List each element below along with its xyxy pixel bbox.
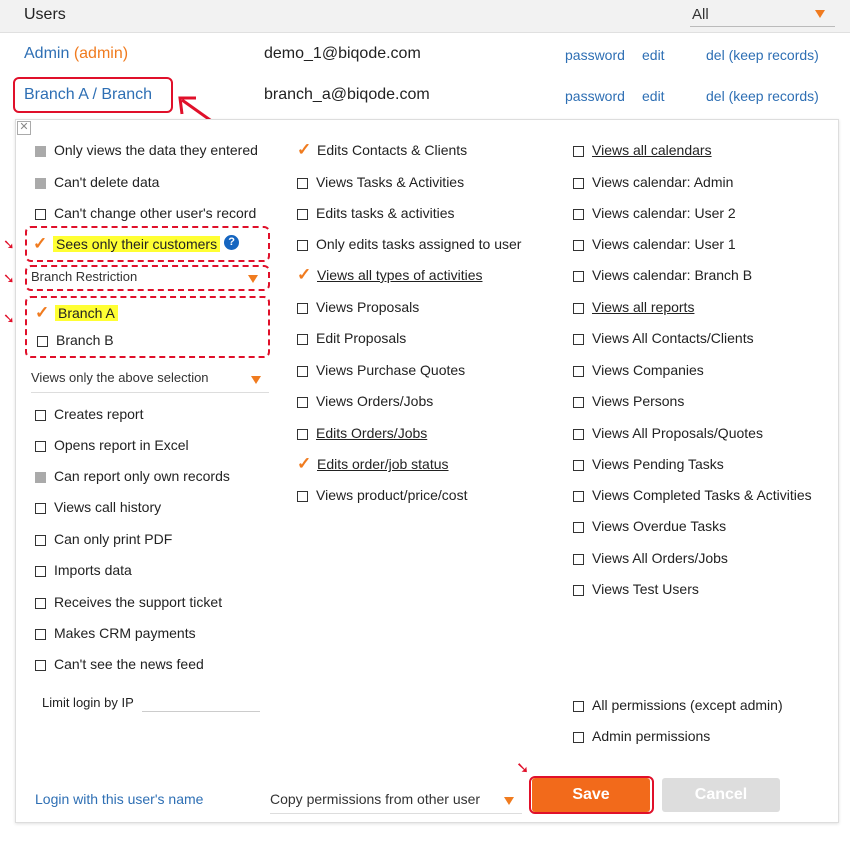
perm-edit-proposals[interactable] [297,328,406,348]
perm-label: Edits tasks & activities [316,205,455,221]
checkbox-icon [35,598,46,609]
chevron-down-icon [248,275,258,283]
perm-label: Makes CRM payments [54,625,196,641]
checkbox-icon [35,566,46,577]
help-icon[interactable]: ? [224,235,239,250]
perm-label: Views Proposals [316,299,420,315]
checkmark-icon: ✓ [297,140,312,159]
checkmark-icon: ✓ [35,303,50,322]
annotation-arrow-icon: ➘ [3,236,15,252]
checkbox-icon [573,554,584,565]
checkbox-icon [573,271,584,282]
checkbox-icon [573,178,584,189]
checkbox-icon [35,146,46,157]
checkbox-icon [35,535,46,546]
checkbox-icon [573,240,584,251]
perm-label: Views Purchase Quotes [316,362,466,378]
perm-label: Views calendar: User 2 [592,205,736,221]
delete-link[interactable]: del (keep records) [706,88,819,104]
branch-restriction-select[interactable] [31,269,266,287]
perm-views-companies[interactable] [573,360,704,380]
perm-label: Edit Proposals [316,330,407,346]
checkbox-icon [573,585,584,596]
perm-views-completed-tasks[interactable] [573,485,812,505]
select-value: Copy permissions from other user [270,791,481,807]
checkbox-icon [573,732,584,743]
limit-ip-input[interactable] [142,710,260,712]
perm-label: Views call history [54,499,162,515]
perm-label: Can't delete data [54,174,160,190]
checkbox-icon [573,334,584,345]
checkbox-icon [297,366,308,377]
perm-cant-change-other[interactable] [35,203,256,223]
perm-views-overdue-tasks[interactable] [573,516,726,536]
branch-b-option[interactable] [37,330,114,350]
branch-a-option[interactable] [35,303,118,323]
perm-cant-delete[interactable] [35,172,159,192]
perm-only-own-data[interactable] [35,140,258,160]
checkbox-icon [573,701,584,712]
perm-label: Views Orders/Jobs [316,393,434,409]
checkbox-icon [297,303,308,314]
copy-permissions-select[interactable] [270,791,522,814]
perm-calendar-admin[interactable] [573,172,733,192]
perm-edits-orders[interactable] [297,423,427,443]
password-link[interactable]: password [565,88,625,104]
user-email: demo_1@biqode.com [264,45,421,62]
checkbox-icon [297,209,308,220]
checkbox-icon [297,491,308,502]
perm-views-pending-tasks[interactable] [573,454,724,474]
perm-sees-only-customers[interactable] [33,234,239,254]
perm-label: Views all calendars [592,142,712,158]
delete-link[interactable]: del (keep records) [706,47,819,63]
checkbox-icon [35,660,46,671]
checkbox-icon [297,397,308,408]
password-link[interactable]: password [565,47,625,63]
perm-calendar-user1[interactable] [573,234,736,254]
user-name-label: Admin [24,45,70,62]
checkbox-icon [35,178,46,189]
annotation-arrow-icon: ➘ [516,760,530,777]
perm-label: Edits Orders/Jobs [316,425,428,441]
checkmark-icon: ✓ [297,454,312,473]
perm-calendar-user2[interactable] [573,203,736,223]
login-as-user-link[interactable]: Login with this user's name [35,791,204,807]
checkbox-icon [297,429,308,440]
perm-label: Can't change other user's record [54,205,257,221]
perm-views-product-price[interactable] [297,485,467,505]
perm-label: Views Test Users [592,581,699,597]
close-icon[interactable]: ✕ [17,121,31,135]
checkbox-icon [573,366,584,377]
branch-label: Branch A [55,305,118,321]
perm-support-ticket[interactable] [35,592,222,612]
perm-label: Imports data [54,562,132,578]
perm-views-purchase-quotes[interactable] [297,360,465,380]
perm-label: Views Persons [592,393,685,409]
perm-views-persons[interactable] [573,391,684,411]
limit-ip-label: Limit login by IP [42,695,134,710]
perm-label: Views calendar: Branch B [592,267,753,283]
perm-label: Views all reports [592,299,695,315]
perm-edits-assigned-tasks[interactable] [297,234,521,254]
checkbox-icon [573,460,584,471]
perm-print-pdf[interactable] [35,529,172,549]
perm-views-orders[interactable] [297,391,433,411]
perm-views-tasks[interactable] [297,172,464,192]
perm-label: Only views the data they entered [54,142,258,158]
perm-label: Views Companies [592,362,704,378]
checkmark-icon: ✓ [33,234,48,253]
checkbox-icon [35,441,46,452]
user-name-admin[interactable] [24,45,128,63]
perm-label: Views All Contacts/Clients [592,330,754,346]
checkbox-icon [573,429,584,440]
perm-label: Creates report [54,406,144,422]
perm-imports-data[interactable] [35,560,132,580]
perm-label: Sees only their customers [53,236,220,252]
select-value: Branch Restriction [31,269,138,284]
perm-label: Views Pending Tasks [592,456,724,472]
cancel-button[interactable]: Cancel [662,778,780,812]
user-role-label: (admin) [73,45,129,62]
perm-crm-payments[interactable] [35,623,196,643]
perm-call-history[interactable] [35,497,161,517]
edit-link[interactable]: edit [642,88,665,104]
checkbox-icon [35,410,46,421]
checkbox-icon [573,522,584,533]
perm-edits-contacts[interactable] [297,140,467,160]
perm-label: Views All Proposals/Quotes [592,425,763,441]
perm-label: Edits order/job status [317,456,449,472]
user-filter-select[interactable] [690,4,835,27]
perm-label: Receives the support ticket [54,594,223,610]
perm-label: Can report only own records [54,468,230,484]
annotation-arrow-icon: ➘ [3,310,15,326]
perm-label: Opens report in Excel [54,437,189,453]
perm-label: Views Tasks & Activities [316,174,465,190]
perm-label: Only edits tasks assigned to user [316,236,522,252]
checkbox-icon [573,397,584,408]
perm-creates-report[interactable] [35,404,143,424]
user-email: branch_a@biqode.com [264,86,430,103]
chevron-down-icon [815,10,825,18]
checkbox-icon [573,146,584,157]
checkbox-icon [35,472,46,483]
perm-label: Views Overdue Tasks [592,518,727,534]
perm-label: Views calendar: User 1 [592,236,736,252]
checkbox-icon [297,240,308,251]
selection-scope-select[interactable] [31,370,269,393]
perm-label: Can't see the news feed [54,656,204,672]
save-button[interactable]: Save [532,778,650,812]
chevron-down-icon [251,376,261,384]
perm-news-feed[interactable] [35,654,204,674]
perm-edits-tasks[interactable] [297,203,455,223]
perm-label: Views product/price/cost [316,487,468,503]
select-value: Views only the above selection [31,370,209,385]
perm-label: Views Completed Tasks & Activities [592,487,812,503]
checkbox-icon [35,629,46,640]
perm-views-all-reports[interactable] [573,297,694,317]
page-title: Users [24,6,66,23]
user-filter-value: All [692,6,709,23]
perm-report-own-records[interactable] [35,466,230,486]
perm-opens-excel[interactable] [35,435,189,455]
checkbox-icon [35,503,46,514]
perm-edits-order-status[interactable] [297,454,449,474]
perm-label: Views all types of activities [317,267,483,283]
checkbox-icon [573,303,584,314]
perm-label: Can only print PDF [54,531,173,547]
perm-label: Edits Contacts & Clients [317,142,468,158]
checkbox-icon [573,491,584,502]
chevron-down-icon [504,797,514,805]
perm-views-all-contacts[interactable] [573,328,754,348]
perm-label: Views calendar: Admin [592,174,734,190]
checkbox-icon [573,209,584,220]
checkbox-icon [297,334,308,345]
perm-views-all-calendars[interactable] [573,140,712,160]
perm-label: All permissions (except admin) [592,697,783,713]
perm-views-test-users[interactable] [573,579,699,599]
perm-views-all-orders[interactable] [573,548,728,568]
perm-all-permissions[interactable] [573,695,783,715]
perm-label: Admin permissions [592,728,711,744]
checkmark-icon: ✓ [297,265,312,284]
perm-label: Views All Orders/Jobs [592,550,728,566]
checkbox-icon [35,209,46,220]
annotation-arrow-icon: ➘ [3,270,15,286]
perm-calendar-branch-b[interactable] [573,265,752,285]
user-name-branch-a[interactable]: Branch A / Branch [24,86,153,103]
perm-views-all-activities[interactable] [297,265,482,285]
checkbox-icon [297,178,308,189]
perm-views-all-proposals[interactable] [573,423,763,443]
checkbox-icon [37,336,48,347]
perm-admin-permissions[interactable] [573,726,710,746]
edit-link[interactable]: edit [642,47,665,63]
perm-views-proposals[interactable] [297,297,419,317]
branch-label: Branch B [56,332,114,348]
